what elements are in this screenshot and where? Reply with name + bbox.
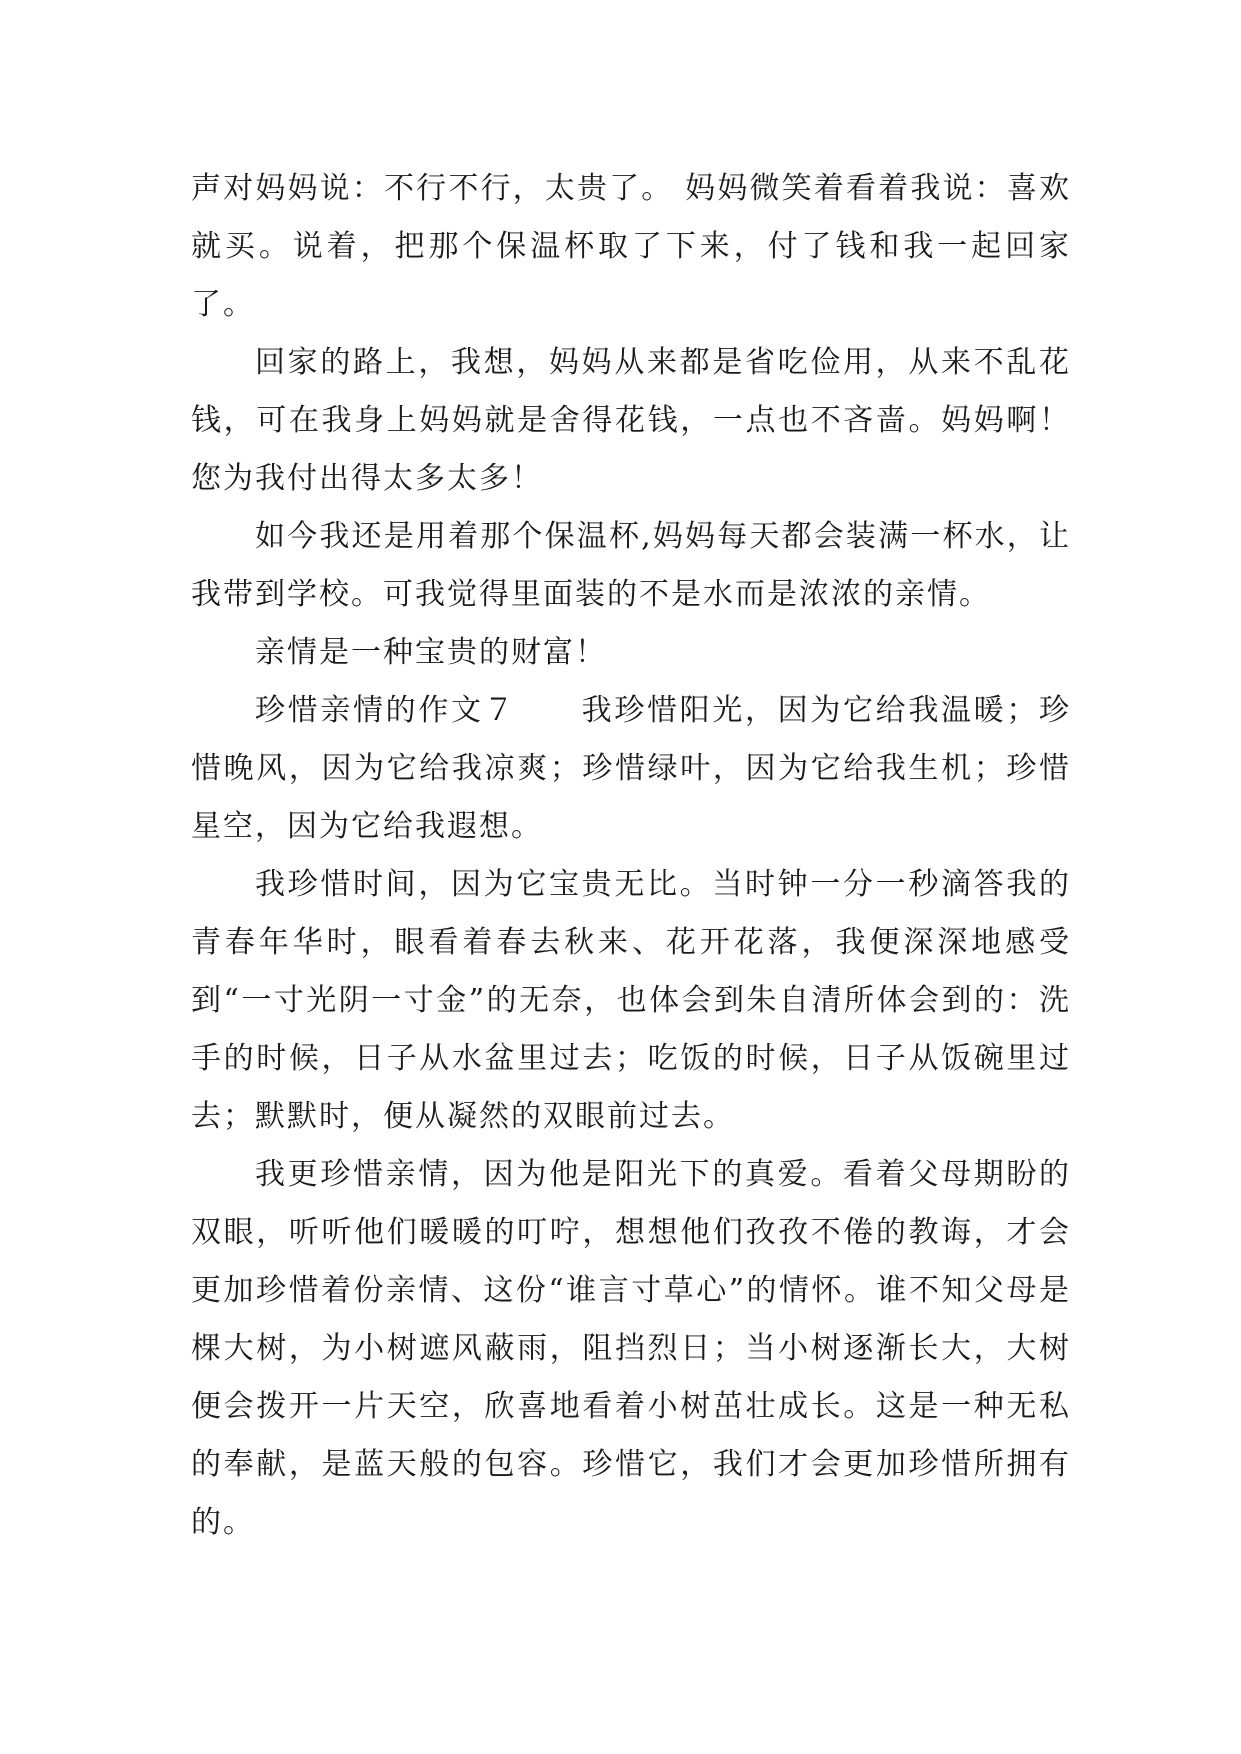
paragraph: 声对妈妈说：不行不行，太贵了。 妈妈微笑着看着我说：喜欢就买。说着，把那个保温杯取了下来，付了钱和我一起回家了。 — [191, 171, 1071, 322]
paragraph: 我珍惜时间，因为它宝贵无比。当时钟一分一秒滴答我的青春年华时，眼看着春去秋来、花开花落，我便深深地感受到“一寸光阴一寸金”的无奈，也体会到朱自清所体会到的：洗手的时候，日子从水盆里过去；吃饭的时候，日子从饭碗里过去；默默时，便从凝然的双眼前过去。 — [191, 867, 1071, 1134]
paragraph: 如今我还是用着那个保温杯,妈妈每天都会装满一杯水，让我带到学校。可我觉得里面装的不是水而是浓浓的亲情。 — [191, 519, 1071, 612]
paragraph: 回家的路上，我想，妈妈从来都是省吃俭用，从来不乱花钱，可在我身上妈妈就是舍得花钱，一点也不吝啬。妈妈啊！您为我付出得太多太多！ — [191, 345, 1071, 496]
document-body — [191, 160, 1071, 1552]
paragraph: 珍惜亲情的作文７ 我珍惜阳光，因为它给我温暖；珍惜晚风，因为它给我凉爽；珍惜绿叶，因为它给我生机；珍惜星空，因为它给我遐想。 — [191, 693, 1071, 844]
paragraph: 我更珍惜亲情，因为他是阳光下的真爱。看着父母期盼的双眼，听听他们暖暖的叮咛，想想他们孜孜不倦的教诲，才会更加珍惜着份亲情、这份“谁言寸草心”的情怀。谁不知父母是棵大树，为小树遮风蔽雨，阻挡烈日；当小树逐渐长大，大树便会拨开一片天空，欣喜地看着小树茁壮成长。这是一种无私的奉献，是蓝天般的包容。珍惜它，我们才会更加珍惜所拥有的。 — [191, 1157, 1071, 1540]
paragraph: 亲情是一种宝贵的财富！ — [255, 635, 607, 670]
